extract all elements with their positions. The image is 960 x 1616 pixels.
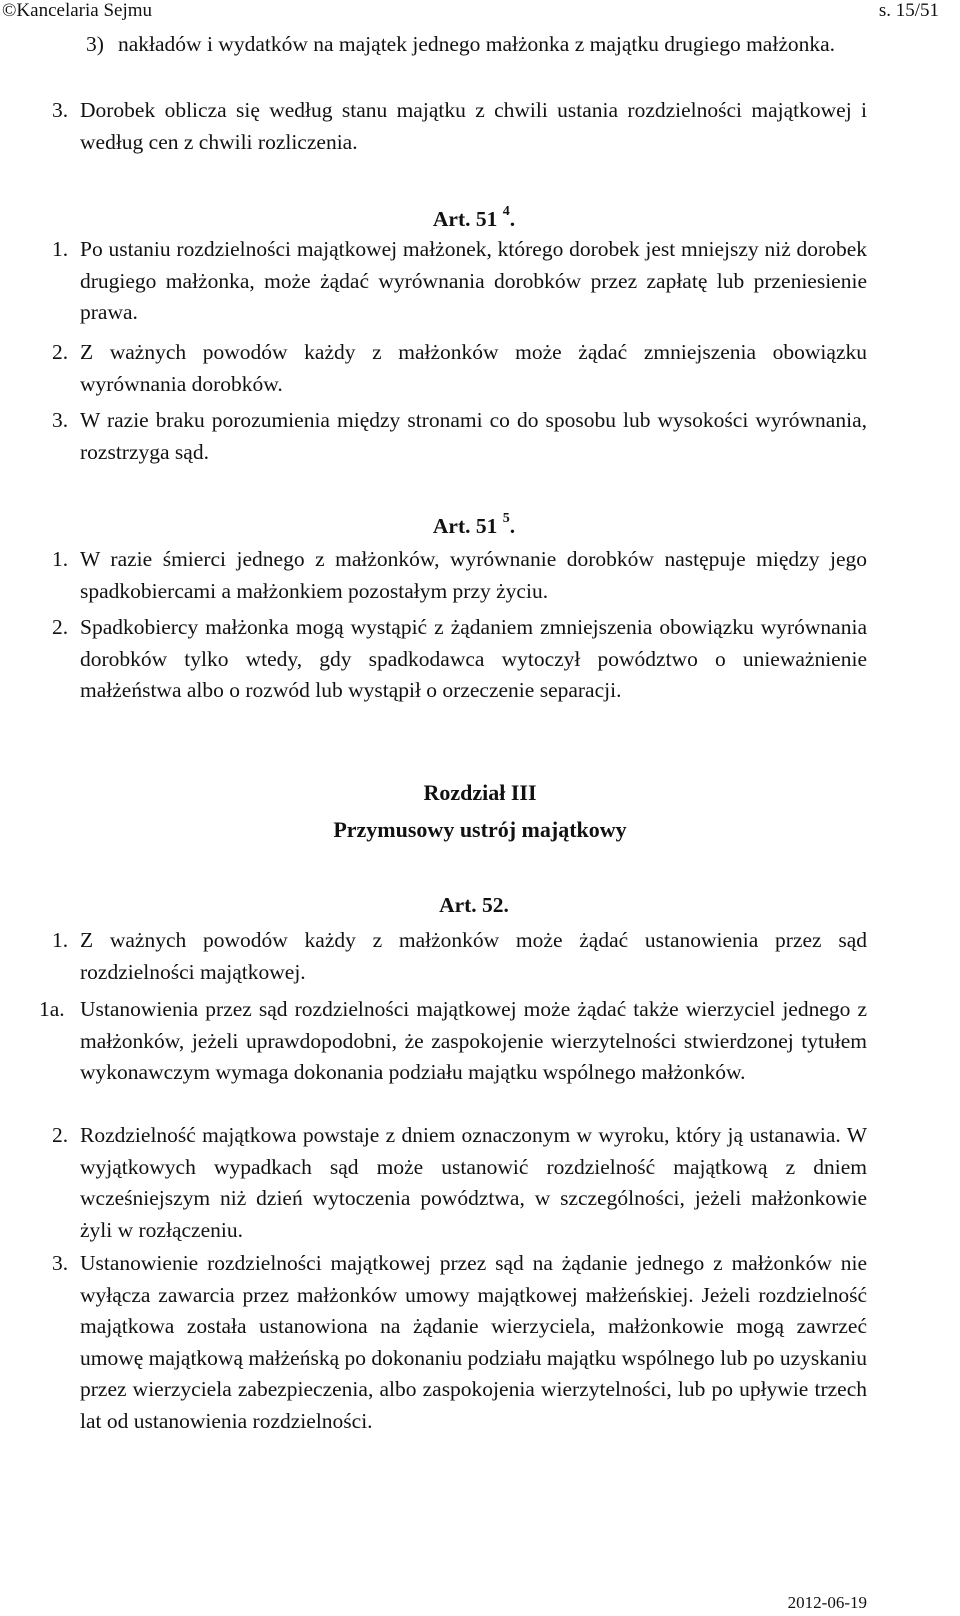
paragraph-number: 3. <box>52 408 69 432</box>
paragraph-51-4-3 <box>52 405 867 468</box>
article-label: Art. 51 <box>432 207 498 232</box>
article-label: Art. 51 <box>432 514 498 539</box>
paragraph-text: Ustanowienie rozdzielności majątkowej przez sąd na żądanie jednego z małżonków nie wyłącza zawarcia przez małżonków umowy majątkowej małżeńskiej. Jeżeli rozdzielność majątkowa została ustanowiona na żądanie wierzyciela, małżonkowie mogą zawrzeć umowę majątkową małżeńską po dokonaniu podziału majątku wspólnego lub po uzyskaniu przez wierzyciela zabezpieczenia, albo zaspokojenia wierzytelności, lub po upływie trzech lat od ustanowienia rozdzielności. <box>80 1251 867 1433</box>
header-copyright: ©Kancelaria Sejmu <box>2 0 153 21</box>
footer-date: 2012-06-19 <box>787 1593 867 1612</box>
paragraph-number: 1a. <box>39 997 65 1021</box>
article-label: Art. 52. <box>439 893 509 917</box>
paragraph-number: 1. <box>52 928 69 952</box>
paragraph-51-4-1 <box>52 234 867 329</box>
item-number: 3) <box>86 32 104 56</box>
paragraph-number: 1. <box>52 237 69 261</box>
paragraph-number: 2. <box>52 1123 69 1147</box>
article-dot: . <box>509 514 516 539</box>
paragraph-number: 3. <box>52 98 69 122</box>
list-item-3 <box>86 29 848 61</box>
article-superscript: 5 <box>502 511 510 526</box>
item-text: nakładów i wydatków na majątek jednego małżonka z majątku drugiego małżonka. <box>118 32 836 56</box>
paragraph-52-3 <box>52 1248 867 1437</box>
paragraph-51-5-2 <box>52 612 867 707</box>
paragraph-52-1a <box>39 994 867 1089</box>
article-superscript: 4 <box>502 204 510 219</box>
paragraph-number: 2. <box>52 615 69 639</box>
paragraph-number: 3. <box>52 1251 69 1275</box>
paragraph-number: 1. <box>52 547 69 571</box>
article-dot: . <box>509 207 516 232</box>
paragraph-51-5-1 <box>52 544 867 607</box>
paragraph-text: Po ustaniu rozdzielności majątkowej małżonek, którego dorobek jest mniejszy niż dorobek drugiego małżonka, może żądać wyrównania dorobków przez zapłatę lub przeniesienie prawa. <box>80 237 867 324</box>
paragraph-52-2 <box>52 1120 867 1246</box>
paragraph-51-4-2 <box>52 337 867 400</box>
paragraph-text: W razie śmierci jednego z małżonków, wyrównanie dorobków następuje między jego spadkobiercami a małżonkiem pozostałym przy życiu. <box>80 547 867 603</box>
paragraph-text: Z ważnych powodów każdy z małżonków może żądać ustanowienia przez sąd rozdzielności majątkowej. <box>80 928 867 984</box>
paragraph-number: 2. <box>52 340 69 364</box>
chapter-title: Rozdział III <box>423 780 537 805</box>
article-heading-51-4 <box>0 200 960 234</box>
header-page-number: s. 15/51 <box>878 0 939 21</box>
paragraph-text: Dorobek oblicza się według stanu majątku z chwili ustania rozdzielności majątkowej i według cen z chwili rozliczenia. <box>80 98 867 154</box>
paragraph-text: Spadkobiercy małżonka mogą wystąpić z żądaniem zmniejszenia obowiązku wyrównania dorobków tylko wtedy, gdy spadkodawca wytoczył powództwo o unieważnienie małżeństwa albo o rozwód lub wystąpił o orzeczenie separacji. <box>80 615 867 702</box>
paragraph-52-1 <box>52 925 867 988</box>
paragraph-3 <box>52 95 867 158</box>
article-heading-51-5 <box>0 507 960 541</box>
paragraph-text: Rozdzielność majątkowa powstaje z dniem oznaczonym w wyroku, który ją ustanawia. W wyjątkowych wypadkach sąd może ustanowić rozdzielność majątkową z dniem wcześniejszym niż dzień wytoczenia powództwa, w szczególności, jeżeli małżonkowie żyli w rozłączeniu. <box>80 1123 867 1242</box>
article-heading-52 <box>0 890 960 920</box>
paragraph-text: Z ważnych powodów każdy z małżonków może żądać zmniejszenia obowiązku wyrównania dorobków. <box>80 340 867 396</box>
paragraph-text: W razie braku porozumienia między stronami co do sposobu lub wysokości wyrównania, rozstrzyga sąd. <box>80 408 867 464</box>
paragraph-text: Ustanowienia przez sąd rozdzielności majątkowej może żądać także wierzyciel jednego z małżonków, jeżeli uprawdopodobni, że zaspokojenie wierzytelności stwierdzonej tytułem wykonawczym wymaga dokonania podziału majątku wspólnego małżonków. <box>80 997 867 1084</box>
chapter-subtitle: Przymusowy ustrój majątkowy <box>333 817 627 842</box>
